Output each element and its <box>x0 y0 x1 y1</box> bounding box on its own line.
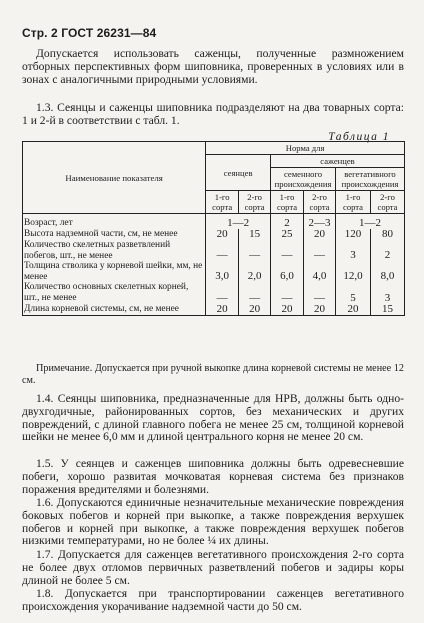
cell-value: 20 <box>206 229 239 240</box>
table-row <box>23 214 405 230</box>
table-row <box>23 282 405 303</box>
table-note: Примечание. Допускается при ручной выкопке длина корневой системы не менее 12 см. <box>22 363 404 386</box>
table-row <box>23 261 405 282</box>
col-header-grade1: 1-го сорта <box>206 191 239 214</box>
cell-value: 120 <box>336 229 371 240</box>
paragraph-1-8: 1.8. Допускается при транспортировании саженцев вегетативного происхождения укорачивание надземной части до 50 см. <box>22 587 404 613</box>
cell-value: 20 <box>336 304 371 316</box>
row-name: Высота надземной части, см, не менее <box>23 229 206 240</box>
col-header-grade2: 2-го сорта <box>304 191 336 214</box>
col-header-grade1: 1-го сорта <box>336 191 371 214</box>
cell-value: 1—2 <box>336 214 405 230</box>
row-name: Толщина стволика у корневой шейки, мм, не менее <box>23 261 206 282</box>
cell-value: — <box>206 240 239 261</box>
cell-value: — <box>239 282 271 303</box>
paragraph-1-6: 1.6. Допускаются единичные незначительные механические повреждения боковых побегов и корней при выкопке, а также повреждения верхушек побегов и корней при выкопке, а также повреждения верхушек побегов низкими температурами, но не более ¼ их длины. <box>22 496 404 548</box>
table-caption: Таблица 1 <box>328 131 390 143</box>
col-header-norm: Норма для <box>206 142 405 155</box>
paragraph-1-4: 1.4. Сеянцы шиповника, предназначенные для НРВ, должны быть одно-двухгодичные, районированных сортов, без механических и других повреждений, с длиной главного побега не менее 25 см, толщиной корневой шейки не менее 6,0 мм и длиной центрального корня не менее 20 см. <box>22 392 404 444</box>
cell-value: 6,0 <box>271 261 304 282</box>
row-name: Возраст, лет <box>23 214 206 230</box>
col-header-saplings: саженцев <box>271 155 405 168</box>
cell-value: 2—3 <box>304 214 336 230</box>
cell-value: — <box>271 282 304 303</box>
cell-value: 12,0 <box>336 261 371 282</box>
paragraph-1-3: 1.3. Сеянцы и саженцы шиповника подразделяют на два товарных сорта: 1 и 2-й в соответствии с табл. 1. <box>22 101 404 127</box>
col-header-grade2: 2-го сорта <box>370 191 404 214</box>
cell-value: 20 <box>206 304 239 316</box>
cell-value: 1—2 <box>206 214 271 230</box>
cell-value: 20 <box>304 229 336 240</box>
row-name: Количество скелетных разветвлений побегов, шт., не менее <box>23 240 206 261</box>
cell-value: — <box>271 240 304 261</box>
cell-value: — <box>304 240 336 261</box>
cell-value: 20 <box>239 304 271 316</box>
cell-value: 15 <box>239 229 271 240</box>
cell-value: — <box>304 282 336 303</box>
cell-value: 2,0 <box>239 261 271 282</box>
col-header-veg-origin: вегетативного происхождения <box>336 168 405 191</box>
cell-value: 5 <box>336 282 371 303</box>
cell-value: 80 <box>370 229 404 240</box>
cell-value: 8,0 <box>370 261 404 282</box>
row-name: Длина корневой системы, см, не менее <box>23 304 206 316</box>
cell-value: 20 <box>304 304 336 316</box>
col-header-grade1: 1-го сорта <box>271 191 304 214</box>
cell-value: 20 <box>271 304 304 316</box>
col-header-grade2: 2-го сорта <box>239 191 271 214</box>
cell-value: — <box>239 240 271 261</box>
cell-value: 3 <box>336 240 371 261</box>
cell-value: 25 <box>271 229 304 240</box>
cell-value: 2 <box>271 214 304 230</box>
table-row <box>23 229 405 240</box>
cell-value: — <box>206 282 239 303</box>
row-name: Количество основных скелетных корней, шт., не менее <box>23 282 206 303</box>
table-row <box>23 240 405 261</box>
paragraph-1-5: 1.5. У сеянцев и саженцев шиповника должны быть одревесневшие побеги, хорошо развитая мочковатая корневая система без признаков поражения вредителями и болезнями. <box>22 457 404 496</box>
table-row <box>23 304 405 316</box>
cell-value: 3 <box>370 282 404 303</box>
intro-paragraph: Допускается использовать саженцы, полученные размножением отборных перспективных форм шиповника, проверенных в условиях или в зонах с аналогичными природными условиями. <box>22 47 404 86</box>
col-header-seedlings: сеянцев <box>206 155 271 191</box>
col-header-seed-origin: семенного происхождения <box>271 168 336 191</box>
cell-value: 15 <box>370 304 404 316</box>
cell-value: 2 <box>370 240 404 261</box>
norms-table <box>22 141 405 316</box>
cell-value: 4,0 <box>304 261 336 282</box>
cell-value: 3,0 <box>206 261 239 282</box>
col-header-name: Наименование показателя <box>23 142 206 214</box>
paragraph-1-7: 1.7. Допускается для саженцев вегетативного происхождения 2-го сорта не более двух отломов первичных разветвлений побегов и задиры коры длиной не более 5 см. <box>22 548 404 587</box>
page-header: Стр. 2 ГОСТ 26231—84 <box>22 26 157 40</box>
